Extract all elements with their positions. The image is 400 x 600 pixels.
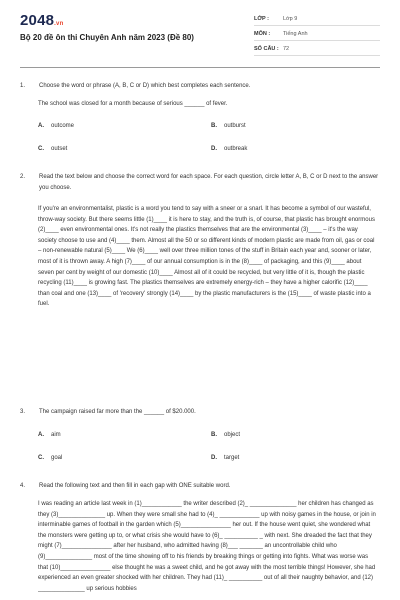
option-letter: D.: [211, 146, 217, 152]
option-text: outburst: [224, 123, 246, 129]
option-letter: C.: [38, 455, 44, 461]
question-prompt: Choose the word or phrase (A, B, C or D) which best completes each sentence.: [39, 83, 251, 89]
page-header: [0, 0, 400, 62]
option-b[interactable]: [211, 123, 246, 129]
option-text: object: [224, 432, 241, 438]
option-text: aim: [51, 432, 61, 438]
question-number: 3.: [20, 409, 26, 415]
question-number: 1.: [20, 83, 26, 89]
option-d[interactable]: [211, 146, 247, 152]
option-d[interactable]: [211, 455, 239, 461]
meta-subject-value: Tiếng Anh: [283, 31, 308, 37]
meta-divider: [254, 55, 380, 56]
question-prompt: Read the following text and then fill in each gap with ONE suitable word.: [39, 483, 231, 489]
meta-class-key: LỚP :: [254, 16, 269, 22]
logo-main-text: 2048: [20, 12, 55, 29]
document-title: Bộ 20 đề ôn thi Chuyên Anh năm 2023 (Đề 80): [20, 33, 194, 42]
meta-class-value: Lớp 9: [283, 16, 298, 22]
option-text: goal: [51, 455, 63, 461]
question-4-passage: I was reading an article last week in (1)____________ the writer described (2)_ ______________ her children has changed as they (3)______________ up. When they were small she had to (4)_ ____________ up with noisy games in the house, or join in interminable games of football in the garden which (5)_______________ her out. If the house went quiet, she wondered what the monsters were getting up to, or what crisis she would have to (6)_ __________ _ with next. She dreaded the fact that they might (7)_______________ after her husband, who admitted having (8)___ _______ an uncontrollable child who (9)______________ most of the time showing off to his friends by breaking things or getting into fights. What was worse was that (10)_______________ else thought he was a sweet child, and he got away with the most terrible things! However, she had experienced an even greater shocked with her children. They had (11)_ __________ out of all their naughty behavior, and (12) ______________ up serious hobbies: [38, 501, 376, 592]
question-3-sentence: The campaign raised far more than the ______ of $20.000.: [39, 409, 196, 415]
question-number: 4.: [20, 483, 26, 489]
option-letter: B.: [211, 432, 217, 438]
question-1-sentence: The school was closed for a month because of serious ______ of fever.: [38, 101, 228, 107]
meta-count-value: 72: [283, 46, 290, 52]
option-c[interactable]: [38, 455, 62, 461]
option-b[interactable]: [211, 432, 240, 438]
option-a[interactable]: [38, 123, 74, 129]
option-letter: A.: [38, 432, 44, 438]
site-logo[interactable]: [20, 12, 63, 29]
question-prompt: Read the text below and choose the correct word for each space. For each question, circle letter A, B, C or D next to the answer you choose.: [39, 174, 379, 191]
option-a[interactable]: [38, 432, 61, 438]
option-text: outbreak: [224, 146, 248, 152]
question-number: 2.: [20, 174, 26, 180]
header-separator: [20, 67, 380, 68]
meta-divider: [254, 25, 380, 26]
option-text: target: [224, 455, 240, 461]
option-letter: D.: [211, 455, 217, 461]
option-text: outset: [51, 146, 68, 152]
meta-divider: [254, 40, 380, 41]
question-2-passage: If you're an environmentalist, plastic is a word you tend to say with a sneer or a snarl. It has become a symbol of our wasteful, throw-way society. But there seems little (1)____ it is here to stay, and the truth is, of course, that plastic has brought enormous (2)____ even environmental ones. It's not really the plastics themselves that are the environmental (3)____ – it's the way society choose to use and (4)____ them. Almost all the 50 or so different kinds of modern plastic are made from oil, gas or coal – non-renewable natural (5)____ We (6)____ well over three million tones of the stuff in Britain each year and, sooner or later, most of it is thrown away. A high (7)____ of our annual consumption is in the (8)____ of packaging, and this (9)____ about seven per cent by weight of our domestic (10)____ Almost all of it could be recycled, but very little of it is, though the plastic recycling (11)____ is growing fast. The plastics themselves are extremely energy-rich – they have a higher calorific (12)____ than coal and one (13)____ of 'recovery' strongly (14)____ by the plastic manufacturers is the (15)____ of waste plastic into a fuel.: [38, 206, 375, 308]
option-letter: C.: [38, 146, 44, 152]
option-letter: B.: [211, 123, 217, 129]
meta-subject-key: MÔN :: [254, 31, 271, 37]
meta-count-key: SỐ CÂU :: [254, 46, 279, 52]
option-letter: A.: [38, 123, 44, 129]
logo-suffix-text: .vn: [54, 21, 64, 27]
option-text: outcome: [51, 123, 75, 129]
option-c[interactable]: [38, 146, 67, 152]
